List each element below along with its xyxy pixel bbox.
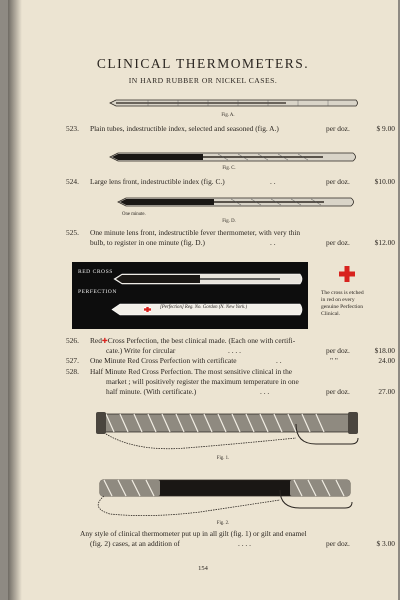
page-number: 154 bbox=[198, 565, 208, 572]
item-description-part: Cross Perfection, the best clinical made. (Each one with certifi- bbox=[107, 336, 296, 345]
leader-dots: . . . . bbox=[238, 539, 251, 548]
item-price: 27.00 bbox=[378, 387, 395, 396]
item-description bbox=[90, 336, 295, 346]
item-description-cont: half minute. (With certificate.) bbox=[106, 387, 197, 396]
item-unit: " " bbox=[330, 356, 338, 365]
leader-dots: . . . bbox=[260, 387, 270, 396]
figure-caption-d: Fig. D. bbox=[222, 219, 236, 224]
figure-caption-2: Fig. 2. bbox=[216, 521, 230, 526]
item-number: 525. bbox=[66, 228, 79, 237]
item-price: $18.00 bbox=[374, 346, 395, 355]
thermometer-fig-a bbox=[108, 96, 358, 110]
cross-note-line: genuine Perfection bbox=[321, 304, 364, 310]
cross-note-line: in red on every bbox=[321, 297, 355, 303]
item-number: 523. bbox=[66, 124, 79, 133]
item-price: $10.00 bbox=[374, 177, 395, 186]
item-unit: per doz. bbox=[326, 387, 350, 396]
leader-dots: . . bbox=[276, 356, 282, 365]
leader-dots: . . bbox=[270, 238, 276, 247]
item-description-part: Red bbox=[90, 336, 102, 345]
page-subtitle: IN HARD RUBBER OR NICKEL CASES. bbox=[128, 76, 278, 85]
item-number: 528. bbox=[66, 367, 79, 376]
item-unit: per doz. bbox=[326, 124, 350, 133]
small-cross-icon: ✚ bbox=[101, 337, 108, 345]
item-number: 527. bbox=[66, 356, 79, 365]
thermometer-fig-d bbox=[116, 195, 356, 209]
page-title: CLINICAL THERMOMETERS. bbox=[96, 56, 310, 71]
thermometer-case-fig-2 bbox=[90, 468, 360, 520]
item-description: One minute lens front, indestructible fever thermometer, with very thin bbox=[90, 228, 301, 237]
item-description: One Minute Red Cross Perfection with certificate bbox=[90, 356, 237, 365]
thermometer-fig-c bbox=[108, 150, 358, 164]
item-price: 24.00 bbox=[378, 356, 395, 365]
item-description: Large lens front, indestructible index (fig. C.) bbox=[90, 177, 225, 186]
item-description-cont: cate.) Write for circular bbox=[106, 346, 176, 355]
footer-unit: per doz. bbox=[326, 539, 350, 548]
item-number: 526. bbox=[66, 336, 79, 345]
cross-note-line: The cross is etched bbox=[321, 290, 364, 296]
item-description-cont: bulb, to register in one minute (fig. D.) bbox=[90, 238, 205, 247]
item-description-cont: market ; will positively register the maximum temperature in one bbox=[106, 377, 299, 386]
footer-line-1: Any style of clinical thermometer put up in all gilt (fig. 1) or gilt and enamel bbox=[80, 529, 307, 538]
item-unit: per doz. bbox=[326, 238, 350, 247]
leader-dots: . . bbox=[270, 177, 276, 186]
figure-caption-a: Fig. A. bbox=[221, 113, 235, 118]
one-minute-label: One minute. bbox=[122, 212, 146, 217]
figure-caption-c: Fig. C. bbox=[222, 166, 236, 171]
banner-label-perfection: PERFECTION bbox=[78, 289, 117, 295]
cross-note-line: Clinical. bbox=[321, 311, 341, 317]
catalog-page bbox=[8, 0, 398, 600]
item-price: $12.00 bbox=[374, 238, 395, 247]
footer-price: $ 3.00 bbox=[376, 539, 395, 548]
red-cross-icon bbox=[339, 266, 355, 282]
item-description: Half Minute Red Cross Perfection. The most sensitive clinical in the bbox=[90, 367, 293, 376]
item-description: Plain tubes, indestructible index, selected and seasoned (fig. A.) bbox=[90, 124, 279, 133]
thermometer-case-fig-1 bbox=[96, 404, 362, 454]
footer-line-2: (fig. 2) cases, at an addition of bbox=[90, 539, 180, 548]
banner-thermometer-top bbox=[112, 272, 304, 286]
red-cross-perfection-banner bbox=[72, 262, 308, 329]
leader-dots: . . . . bbox=[228, 346, 241, 355]
item-unit: per doz. bbox=[326, 346, 350, 355]
item-unit: per doz. bbox=[326, 177, 350, 186]
banner-label-red-cross: RED CROSS bbox=[78, 269, 113, 275]
banner-engraving: [Perfection] Reg. No. Gordon (N. New York.) bbox=[160, 305, 248, 310]
item-number: 524. bbox=[66, 177, 79, 186]
figure-caption-1: Fig. 1. bbox=[216, 456, 230, 461]
item-price: $ 9.00 bbox=[376, 124, 395, 133]
cross-note bbox=[321, 290, 391, 318]
book-gutter bbox=[8, 0, 22, 600]
